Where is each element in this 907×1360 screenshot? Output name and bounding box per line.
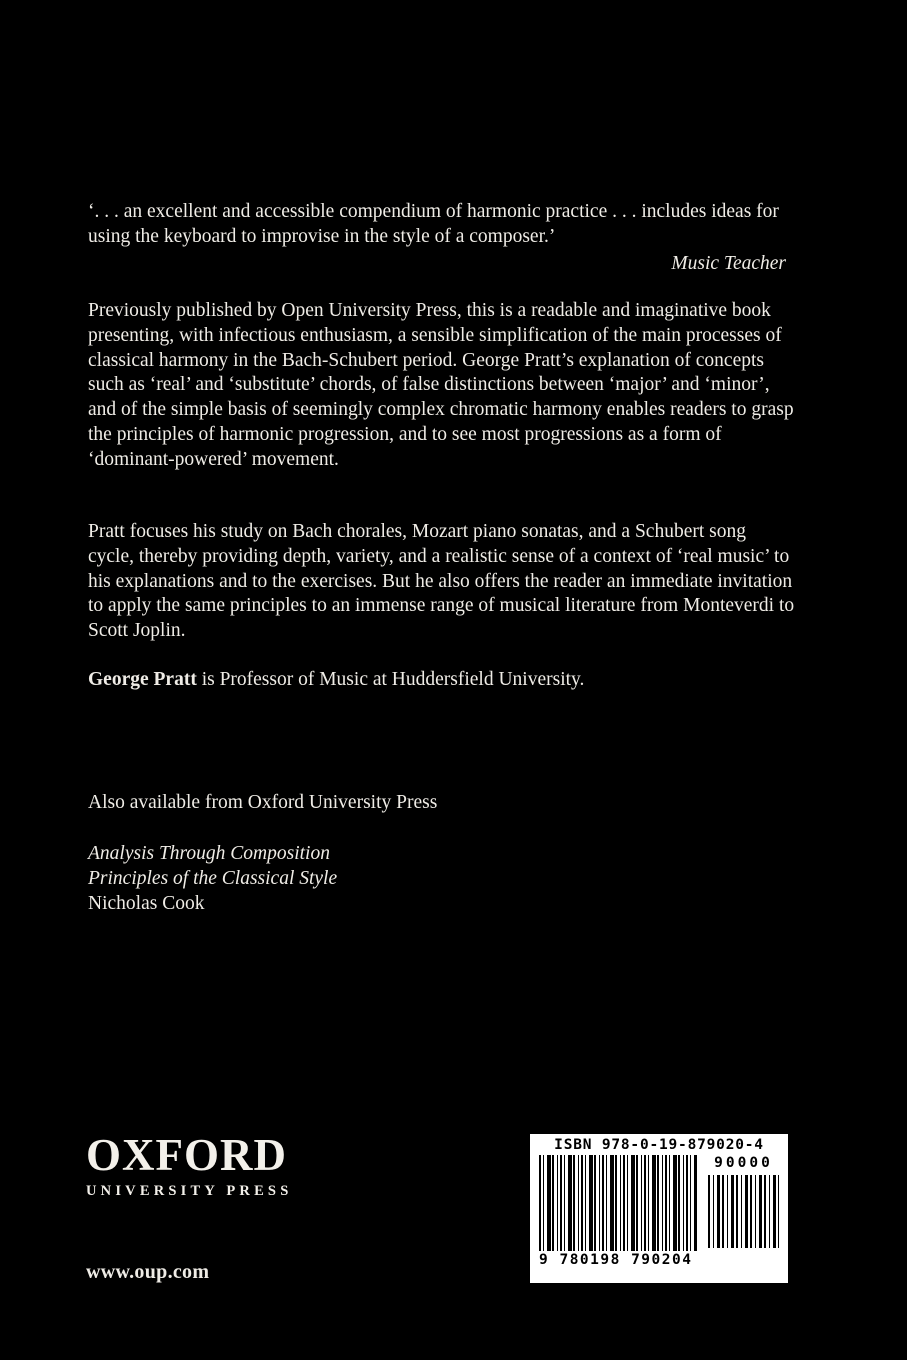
description-paragraph-2: Pratt focuses his study on Bach chorales, Mozart piano sonatas, and a Schubert song cycle, thereby providing depth, variety, and a realistic sense of a context of ‘real music’ to his explanations and to the exercises. But he also offers the reader an immediate invitation to apply the same principles to an immense range of musical literature from Monteverdi to Scott Joplin. [88,521,795,642]
related-titles-author: Nicholas Cook [88,893,205,914]
publisher-wordmark: OXFORD [86,1130,287,1180]
also-available-list [88,841,796,916]
related-title-1: Analysis Through Composition [88,843,330,864]
isbn-barcode-panel [530,1134,788,1283]
publisher-subtitle: UNIVERSITY PRESS [86,1183,293,1199]
author-bio-rest: is Professor of Music at Huddersfield University. [196,669,585,690]
also-available-heading: Also available from Oxford University Press [88,792,438,813]
ean13-digits: 9 780198 790204 [539,1252,693,1268]
supplement-bars-icon [708,1175,779,1248]
barcode-bars-icon [539,1155,697,1251]
author-bio-line [88,668,796,693]
review-quote: ‘. . . an excellent and accessible compendium of harmonic practice . . . includes ideas for using the keyboard to improvise in the style of a composer.’ [88,201,779,247]
ean13-barcode [539,1155,697,1268]
description-paragraph-1: Previously published by Open University Press, this is a readable and imaginative book presenting, with infectious enthusiasm, a sensible simplification of the main processes of classical harmony in the Bach-Schubert period. George Pratt’s explanation of concepts such as ‘real’ and ‘substitute’ chords, of false distinctions between ‘major’ and ‘minor’, and of the simple basis of seemingly complex chromatic harmony enables readers to grasp the principles of harmonic progression, and to see most progressions as a form of ‘dominant-powered’ movement. [88,300,794,470]
ean5-supplement-barcode [697,1155,779,1268]
isbn-number: ISBN 978-0-19-879020-4 [554,1137,764,1153]
related-title-2: Principles of the Classical Style [88,868,338,889]
author-name: George Pratt [88,669,197,690]
barcode-row [539,1155,779,1268]
review-attribution: Music Teacher [671,253,786,274]
price-code: 90000 [714,1155,773,1171]
oxford-university-press-logo [86,1132,292,1200]
publisher-website: www.oup.com [86,1261,210,1283]
